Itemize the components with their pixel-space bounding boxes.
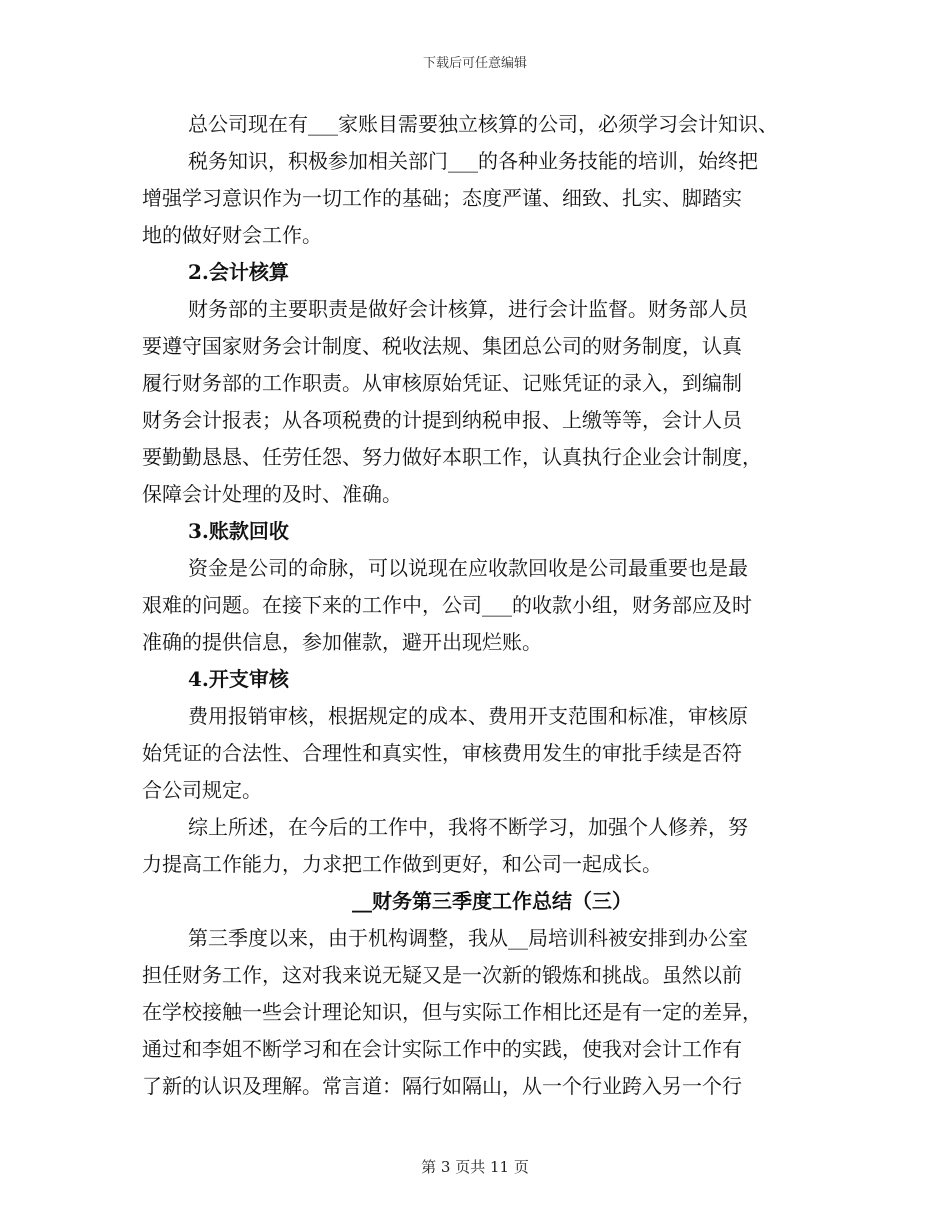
body-line: 费用报销审核，根据规定的成本、费用开支范围和标准，审核原 [188, 704, 748, 728]
body-line: 税务知识，积极参加相关部门___的各种业务技能的培训，始终把 [188, 149, 758, 173]
body-line: 增强学习意识作为一切工作的基础；态度严谨、细致、扎实、脚踏实 [142, 186, 742, 210]
section-heading: 2.会计核算 [188, 260, 289, 284]
document-body [142, 106, 822, 1105]
section-heading: 3.账款回收 [188, 519, 289, 543]
body-line: 综上所述，在今后的工作中，我将不断学习，加强个人修养，努 [188, 815, 748, 839]
body-line: 在学校接触一些会计理论知识，但与实际工作相比还是有一定的差异， [142, 1000, 762, 1024]
body-line: 财务部的主要职责是做好会计核算，进行会计监督。财务部人员 [188, 297, 748, 321]
body-line: 财务会计报表；从各项税费的计提到纳税申报、上缴等等，会计人员 [142, 408, 742, 432]
body-line: 准确的提供信息，参加催款，避开出现烂账。 [142, 630, 542, 654]
page-footer: 第 3 页共 11 页 [421, 1158, 529, 1176]
body-line: 合公司规定。 [142, 778, 262, 802]
body-line: 地的做好财会工作。 [142, 223, 322, 247]
body-line: 要遵守国家财务会计制度、税收法规、集团总公司的财务制度，认真 [142, 334, 742, 358]
document-title: __财务第三季度工作总结（三） [352, 889, 632, 913]
body-line: 履行财务部的工作职责。从审核原始凭证、记账凭证的录入，到编制 [142, 371, 742, 395]
page-header: 下载后可任意编辑 [422, 56, 527, 71]
body-line: 担任财务工作，这对我来说无疑又是一次新的锻炼和挑战。虽然以前 [142, 963, 742, 987]
body-line: 保障会计处理的及时、准确。 [142, 482, 402, 506]
body-line: 资金是公司的命脉，可以说现在应收款回收是公司最重要也是最 [188, 556, 748, 580]
body-line: 第三季度以来，由于机构调整，我从__局培训科被安排到办公室 [188, 926, 748, 950]
body-line: 艰难的问题。在接下来的工作中，公司___的收款小组，财务部应及时 [142, 593, 752, 617]
body-line: 通过和李姐不断学习和在会计实际工作中的实践，使我对会计工作有 [142, 1037, 742, 1061]
body-line: 了新的认识及理解。常言道：隔行如隔山，从一个行业跨入另一个行 [142, 1074, 742, 1098]
body-line: 要勤勤恳恳、任劳任怨、努力做好本职工作，认真执行企业会计制度， [142, 445, 762, 469]
body-line: 总公司现在有___家账目需要独立核算的公司，必须学习会计知识、 [188, 112, 778, 136]
section-heading: 4.开支审核 [188, 667, 289, 691]
body-line: 始凭证的合法性、合理性和真实性，审核费用发生的审批手续是否符 [142, 741, 742, 765]
body-line: 力提高工作能力，力求把工作做到更好，和公司一起成长。 [142, 852, 662, 876]
